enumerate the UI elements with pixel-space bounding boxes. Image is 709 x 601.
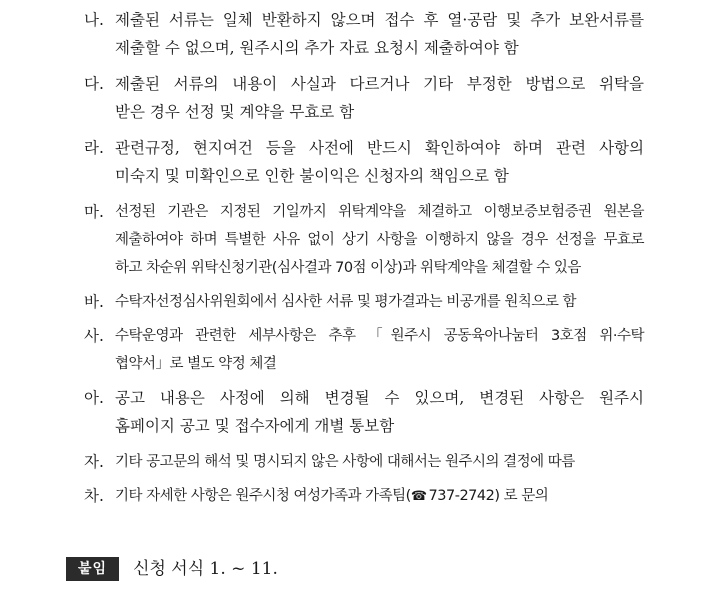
list-item-ba xyxy=(84,288,644,316)
item-line: 받은 경우 선정 및 계약을 무효로 함 xyxy=(115,103,355,121)
list-item-cha xyxy=(84,482,644,511)
item-line: 기타 공고문의 해석 및 명시되지 않은 사항에 대해서는 원주시의 결정에 따름 xyxy=(115,454,575,470)
item-line: 제출된 서류의 내용이 사실과 다르거나 기타 부정한 방법으로 위탁을 xyxy=(115,75,644,93)
list-item-da xyxy=(84,70,644,126)
item-text-before: 기타 자세한 사항은 원주시청 여성가족과 가족팀( xyxy=(115,488,411,504)
item-line: 하고 차순위 위탁신청기관(심사결과 70점 이상)과 위탁계약을 체결할 수 있음 xyxy=(115,260,581,276)
list-item-a xyxy=(84,384,644,440)
item-line: 협약서」로 별도 약정 체결 xyxy=(115,356,277,372)
item-line xyxy=(115,482,644,511)
item-line: 홈페이지 공고 및 접수자에게 개별 통보함 xyxy=(115,417,395,435)
list-item-sa xyxy=(84,322,644,378)
item-marker: 사. xyxy=(84,327,104,345)
item-line: 공고 내용은 사정에 의해 변경될 수 있으며, 변경된 사항은 원주시 xyxy=(115,389,644,407)
list-item-ra xyxy=(84,134,644,190)
attachment-row xyxy=(66,556,278,582)
item-marker: 다. xyxy=(84,75,104,93)
item-marker: 차. xyxy=(84,487,104,505)
item-line: 수탁자선정심사위원회에서 심사한 서류 및 평가결과는 비공개를 원칙으로 함 xyxy=(115,294,576,310)
item-line: 미숙지 및 미확인으로 인한 불이익은 신청자의 책임으로 함 xyxy=(115,167,509,185)
item-marker: 나. xyxy=(84,11,104,29)
phone-number: 737-2742 xyxy=(428,488,495,504)
item-marker: 아. xyxy=(84,389,104,407)
item-marker: 라. xyxy=(84,139,104,157)
item-marker: 자. xyxy=(84,453,104,471)
item-line: 제출하여야 하며 특별한 사유 없이 상기 사항을 이행하지 않을 경우 선정을 무효로 xyxy=(115,232,644,248)
attachment-badge: 붙임 xyxy=(66,557,119,581)
item-marker: 마. xyxy=(84,203,104,221)
telephone-icon: ☎ xyxy=(410,489,427,504)
item-marker: 바. xyxy=(84,293,104,311)
item-line: 관련규정, 현지여건 등을 사전에 반드시 확인하여야 하며 관련 사항의 xyxy=(115,139,644,157)
list-item-ma xyxy=(84,198,644,282)
item-line: 수탁운영과 관련한 세부사항은 추후 「원주시 공동육아나눔터 3호점 위·수탁 xyxy=(115,328,644,344)
item-line: 제출된 서류는 일체 반환하지 않으며 접수 후 열·공람 및 추가 보완서류를 xyxy=(115,11,644,29)
list-item-na xyxy=(84,6,644,62)
item-text-after: ) 로 문의 xyxy=(494,488,549,504)
item-line: 제출할 수 없으며, 원주시의 추가 자료 요청시 제출하여야 함 xyxy=(115,39,519,57)
attachment-text: 신청 서식 1. ~ 11. xyxy=(133,559,278,579)
list-item-ja xyxy=(84,448,644,476)
item-line: 선정된 기관은 지정된 기일까지 위탁계약을 체결하고 이행보증보험증권 원본을 xyxy=(115,204,644,220)
